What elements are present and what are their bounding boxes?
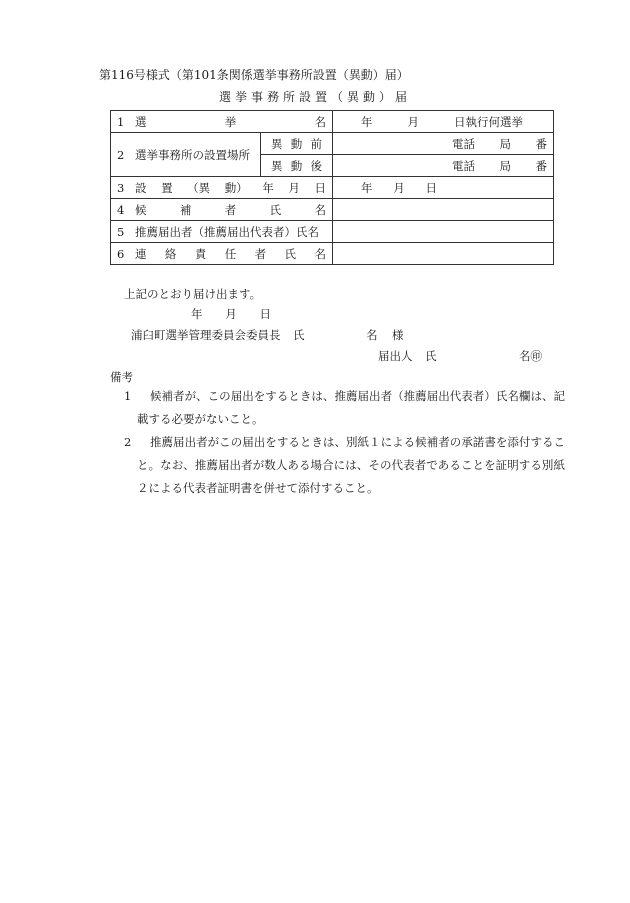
statement-text: 上記のとおり届け出ます。: [124, 287, 262, 301]
addressee-org: 浦臼町選挙管理委員会委員長: [131, 328, 281, 342]
election-name-field[interactable]: 年 月 日執行何選挙: [333, 111, 554, 133]
office-location-label: 2 選挙事務所の設置場所: [111, 133, 261, 177]
contact-person-field[interactable]: [333, 243, 554, 265]
candidate-name-label: 4 候 補 者 氏 名: [111, 199, 333, 221]
remark-text: 候補者が、この届出をするときは、推薦届出者（推薦届出代表者）氏名欄は、記載する必要がないこと。: [137, 389, 565, 426]
remark-note-2: [124, 431, 565, 500]
location-before-field[interactable]: 電話 局 番: [333, 133, 554, 155]
form-row-location-before: [111, 133, 554, 155]
submission-date[interactable]: 年 月 日: [191, 307, 271, 321]
candidate-name-field[interactable]: [333, 199, 554, 221]
before-change-label: 異 動 前: [261, 133, 333, 155]
submitter-shi: 氏: [425, 349, 437, 363]
document-title: 選挙事務所設置（異動）届: [218, 90, 411, 104]
addressee-mei: 名: [366, 328, 378, 342]
submitter-mei-seal: 名㊞: [519, 349, 542, 363]
remark-index: 2: [124, 435, 132, 449]
notification-form-table: [110, 110, 554, 265]
location-after-field[interactable]: 電話 局 番: [333, 155, 554, 177]
setup-date-field[interactable]: 年 月 日: [333, 177, 554, 199]
remark-note-1: [124, 385, 565, 431]
form-row-contact: [111, 243, 554, 265]
form-row-election: [111, 111, 554, 133]
setup-date-label: 3 設 置 （異 動） 年 月 日: [111, 177, 333, 199]
form-row-recommender: [111, 221, 554, 243]
contact-person-label: 6 連 絡 責 任 者 氏 名: [111, 243, 333, 265]
election-name-label: 1 選 挙 名: [111, 111, 333, 133]
after-change-label: 異 動 後: [261, 155, 333, 177]
form-row-setup-date: [111, 177, 554, 199]
form-row-candidate: [111, 199, 554, 221]
recommender-name-label: 5 推薦届出者（推薦届出代表者）氏名: [111, 221, 333, 243]
addressee-sama: 様: [392, 328, 404, 342]
remark-index: 1: [124, 389, 132, 403]
remarks-heading: 備考: [110, 370, 133, 384]
recommender-name-field[interactable]: [333, 221, 554, 243]
submitter-label: 届出人: [378, 349, 413, 363]
remark-text: 推薦届出者がこの届出をするときは、別紙１による候補者の承諾書を添付すること。なお、推薦届出者が数人ある場合には、その代表者であることを証明する別紙２による代表者証明書を併せて添付すること。: [137, 435, 565, 495]
addressee-shi: 氏: [293, 328, 305, 342]
form-code: 第116号様式（第101条関係選挙事務所設置（異動）届）: [99, 68, 409, 82]
